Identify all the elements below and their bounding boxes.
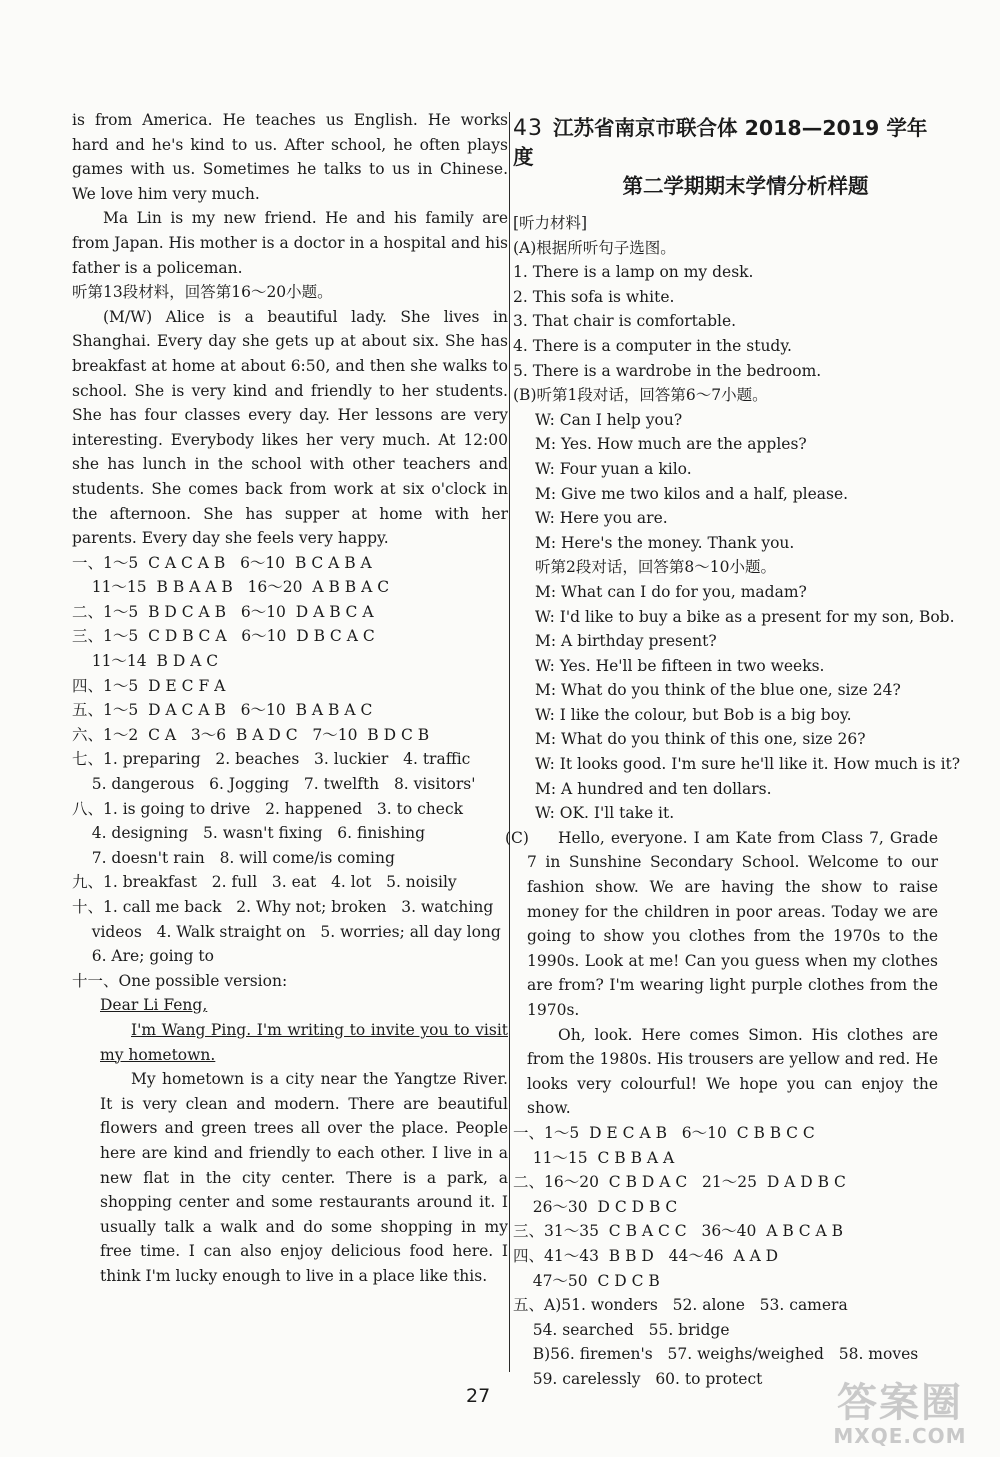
answer-line: B)56. firemen's 57. weighs/weighed 58. moves xyxy=(513,1345,919,1364)
answer-line: 四、1～5 D E C F A xyxy=(72,676,226,695)
dialog-line: W: I like the colour, but Bob is a big boy. xyxy=(535,705,852,724)
answer-line: 三、1～5 C D B C A 6～10 D B C A C xyxy=(72,627,375,646)
heading-line1: 江苏省南京市联合体 2018—2019 学年度 xyxy=(513,116,928,169)
left-column xyxy=(72,108,508,1289)
answer-line: 六、1～2 C A 3～6 B A D C 7～10 B D C B xyxy=(72,725,430,744)
dialog-line: M: What do you think of this one, size 26? xyxy=(535,730,866,749)
list-item: 3. That chair is comfortable. xyxy=(513,312,737,331)
list-item: 2. This sofa is white. xyxy=(513,287,675,306)
answer-line: 五、1～5 D A C A B 6～10 B A B A C xyxy=(72,701,373,720)
answer-line: 11～15 C B B A A xyxy=(513,1148,675,1167)
watermark-logo xyxy=(810,1381,990,1451)
right-column xyxy=(505,108,961,1392)
watermark-url: MXQE.COM xyxy=(833,1424,967,1448)
heading-number: 43 xyxy=(513,116,543,141)
page-number: 27 xyxy=(466,1385,491,1407)
dialog-line: W: OK. I'll take it. xyxy=(535,804,675,823)
dialog-line: M: What can I do for you, madam? xyxy=(535,582,807,601)
answer-line: 5. dangerous 6. Jogging 7. twelfth 8. visitors' xyxy=(72,775,476,794)
dialog-line: W: Can I help you? xyxy=(535,410,683,429)
answer-line: 4. designing 5. wasn't fixing 6. finishing xyxy=(72,824,426,843)
column-divider xyxy=(509,112,510,1372)
answer-line: 十一、One possible version: xyxy=(72,971,288,990)
answer-list xyxy=(72,551,508,994)
passage-paragraph: Hello, everyone. I am Kate from Class 7, Grade 7 in Sunshine Secondary School. Welcome to our fashion show. We are having the show to raise money for the children in poor areas. Today we are going to show you clothes from the 1970s to the 1990s. Look at me! Can you guess when my clothes are from? I'm wearing light purple clothes from the 1970s. xyxy=(527,828,938,1019)
dialog-line: M: Here's the money. Thank you. xyxy=(535,533,795,552)
section-label: [听力材料] xyxy=(513,214,588,232)
heading-line2: 第二学期期末学情分析样题 xyxy=(622,174,869,198)
passage-paragraph: is from America. He teaches us English. He works hard and he's kind to us. After school, he often plays games with us. Sometimes he talks to us in Chinese. We love him very much. xyxy=(72,111,508,203)
dialog-line: M: Give me two kilos and a half, please. xyxy=(535,484,849,503)
passage-paragraph: Oh, look. Here comes Simon. His clothes are from the 1980s. His trousers are yellow and red. He looks very colourful! We hope you can enjoy the show. xyxy=(527,1025,938,1118)
sample-letter xyxy=(72,993,508,1288)
part-label: (A)根据所听句子选图。 xyxy=(513,238,676,257)
section-heading xyxy=(513,114,938,201)
answer-line: 二、16～20 C B D A C 21～25 D A D B C xyxy=(513,1173,846,1192)
part-c xyxy=(505,826,938,1121)
letter-intro: I'm Wang Ping. I'm writing to invite you to visit my hometown. xyxy=(100,1020,508,1064)
part-label: (B)听第1段对话，回答第6～7小题。 xyxy=(513,386,768,405)
part-a-list xyxy=(513,260,938,383)
dialog-line: M: What do you think of the blue one, size 24? xyxy=(535,681,901,700)
answer-line: 九、1. breakfast 2. full 3. eat 4. lot 5. noisily xyxy=(72,873,457,892)
list-item: 5. There is a wardrobe in the bedroom. xyxy=(513,361,822,380)
answer-line: 11～14 B D A C xyxy=(72,652,219,671)
watermark-title: 答案圈 xyxy=(837,1380,963,1426)
dialog-line: M: A birthday present? xyxy=(535,632,717,651)
dialog-2 xyxy=(513,580,961,826)
letter-body: My hometown is a city near the Yangtze River. It is very clean and modern. There are beautiful flowers and green trees all over the place. People here are kind and friendly to each other. I live in a new flat in the city center. There is a park, a shopping center and some restaurants around it. I usually talk a walk and do some shopping in my free time. I can also enjoy delicious food here. I think I'm lucky enough to live in a place like this. xyxy=(100,1070,508,1285)
letter-greeting: Dear Li Feng, xyxy=(100,996,208,1015)
answer-line: 二、1～5 B D C A B 6～10 D A B C A xyxy=(72,602,374,621)
answer-line: 59. carelessly 60. to protect xyxy=(513,1369,763,1388)
dialog-line: W: Here you are. xyxy=(535,509,668,528)
answer-line: 一、1～5 C A C A B 6～10 B C A B A xyxy=(72,553,372,572)
dialog-line: M: A hundred and ten dollars. xyxy=(535,779,772,798)
answer-line: 11～15 B B A A B 16～20 A B B A C xyxy=(72,578,390,597)
answer-line: 7. doesn't rain 8. will come/is coming xyxy=(72,848,395,867)
dialog-line: W: Yes. He'll be fifteen in two weeks. xyxy=(535,656,825,675)
answer-line: 54. searched 55. bridge xyxy=(513,1320,730,1339)
answer-line: 47～50 C D C B xyxy=(513,1271,660,1290)
answer-line: 四、41～43 B B D 44～46 A A D xyxy=(513,1246,779,1265)
list-item: 1. There is a lamp on my desk. xyxy=(513,263,754,282)
answer-line: 十、1. call me back 2. Why not; broken 3. watching xyxy=(72,898,494,916)
passage-paragraph: Ma Lin is my new friend. He and his family are from Japan. His mother is a doctor in a hospital and his father is a policeman. xyxy=(72,209,509,277)
dialog-1 xyxy=(513,408,938,556)
answer-line: 八、1. is going to drive 2. happened 3. to check xyxy=(72,799,464,818)
part-label: 听第2段对话，回答第8～10小题。 xyxy=(535,558,776,577)
dialog-line: M: Yes. How much are the apples? xyxy=(535,435,807,454)
dialog-line: W: I'd like to buy a bike as a present for my son, Bob. xyxy=(535,607,955,626)
answer-line: 一、1～5 D E C A B 6～10 C B B C C xyxy=(513,1123,815,1142)
dialog-line: W: It looks good. I'm sure he'll like it. How much is it? xyxy=(535,755,961,774)
answer-list xyxy=(513,1121,938,1392)
dialog-line: W: Four yuan a kilo. xyxy=(535,459,692,478)
list-item: 4. There is a computer in the study. xyxy=(513,336,792,355)
answer-line: videos 4. Walk straight on 5. worries; all day long xyxy=(72,922,501,941)
answer-line: 七、1. preparing 2. beaches 3. luckier 4. traffic xyxy=(72,750,471,769)
answer-line: 6. Are; going to xyxy=(72,947,214,966)
answer-line: 三、31～35 C B A C C 36～40 A B C A B xyxy=(513,1222,843,1241)
passage-paragraph: (M/W) Alice is a beautiful lady. She lives in Shanghai. Every day she gets up at about six. She has breakfast at home at about 6:50, and then she walks to school. She is very kind and friendly to her students. She has four classes every day. Her lessons are very interesting. Everybody likes her very much. At 12:00 she has lunch in the school with other teachers and students. She comes back from work at six o'clock in the afternoon. She has supper at home with her parents. Every day she feels very happy. xyxy=(72,307,508,548)
part-label: (C) xyxy=(505,828,529,847)
answer-line: 五、A)51. wonders 52. alone 53. camera xyxy=(513,1296,848,1315)
answer-line: 26～30 D C D B C xyxy=(513,1197,678,1216)
section-intro: 听第13段材料，回答第16～20小题。 xyxy=(72,283,333,302)
